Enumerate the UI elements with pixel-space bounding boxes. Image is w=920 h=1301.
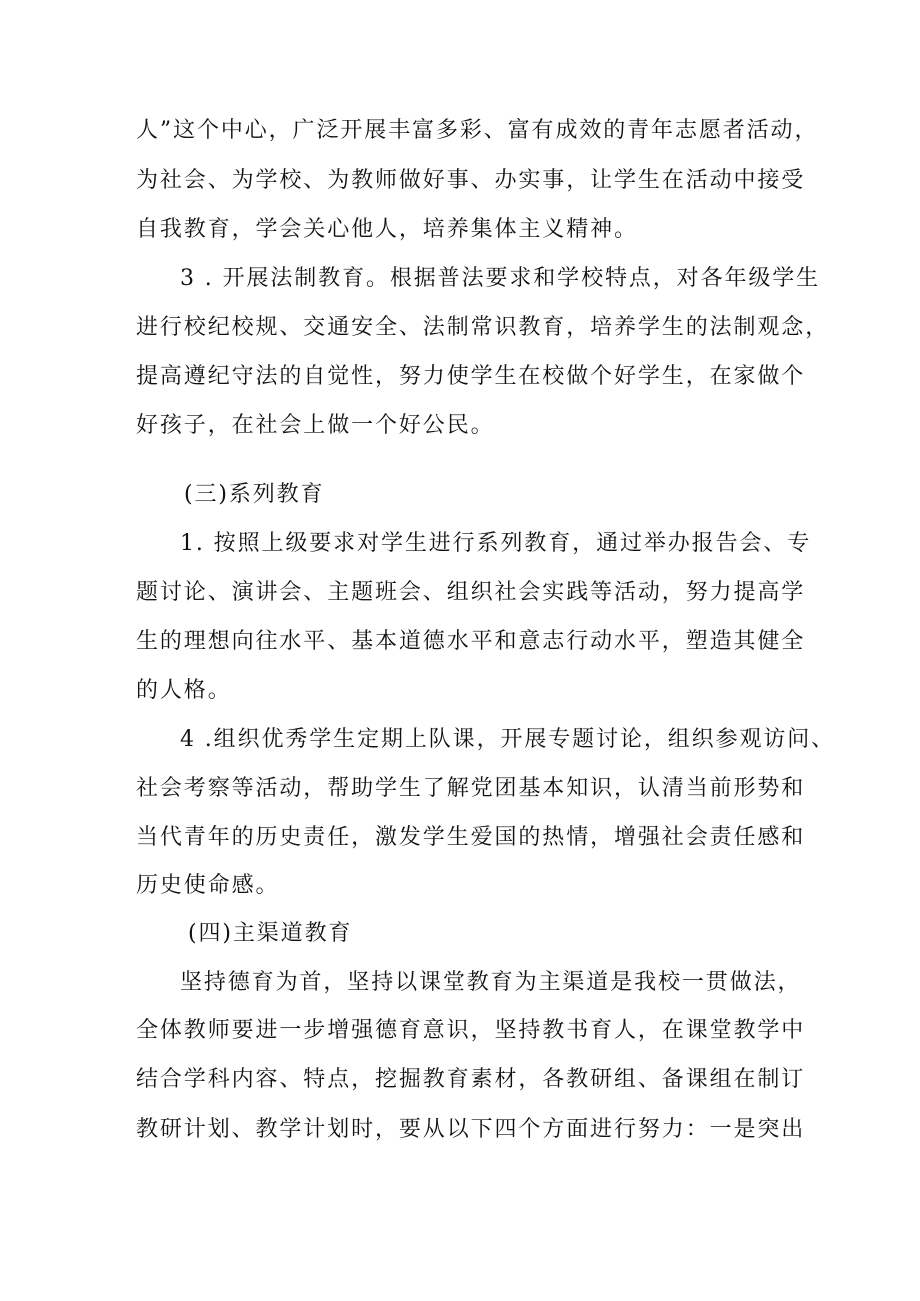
body-line: 3 . 开展法制教育。根据普法要求和学校特点，对各年级学生 — [180, 266, 821, 291]
body-line: 好孩子，在社会上做一个好公民。 — [136, 413, 495, 438]
body-line: 教研计划、教学计划时，要从以下四个方面进行努力：一是突出 — [136, 1117, 806, 1142]
body-line: 进行校纪校规、交通安全、法制常识教育，培养学生的法制观念， — [136, 315, 830, 340]
body-line: 提高遵纪守法的自觉性，努力使学生在校做个好学生，在家做个 — [136, 364, 806, 389]
body-line: 自我教育，学会关心他人，培养集体主义精神。 — [136, 217, 638, 242]
body-line: 社会考察等活动，帮助学生了解党团基本知识，认清当前形势和 — [136, 776, 806, 801]
body-line: 坚持德育为首，坚持以课堂教育为主渠道是我校一贯做法， — [180, 970, 802, 995]
section-heading: (三)系列教育 — [184, 482, 325, 507]
body-line: 人”这个中心，广泛开展丰富多彩、富有成效的青年志愿者活动， — [136, 118, 819, 143]
body-line: 历史使命感。 — [136, 873, 280, 898]
body-line: 题讨论、演讲会、主题班会、组织社会实践等活动，努力提高学 — [136, 580, 806, 605]
body-line: 1. 按照上级要求对学生进行系列教育，通过举办报告会、专 — [180, 531, 812, 556]
body-line: 结合学科内容、特点，挖掘教育素材，各教研组、备课组在制订 — [136, 1067, 806, 1092]
body-line: 4 .组织优秀学生定期上队课，开展专题讨论，组织参观访问、 — [180, 727, 836, 752]
body-line: 为社会、为学校、为教师做好事、办实事，让学生在活动中接受 — [136, 168, 806, 193]
body-line: 的人格。 — [136, 678, 232, 703]
body-line: 当代青年的历史责任，激发学生爱国的热情，增强社会责任感和 — [136, 825, 806, 850]
body-line: 生的理想向往水平、基本道德水平和意志行动水平，塑造其健全 — [136, 629, 806, 654]
section-heading: (四)主渠道教育 — [188, 921, 353, 946]
body-line: 全体教师要进一步增强德育意识，坚持教书育人，在课堂教学中 — [136, 1018, 806, 1043]
